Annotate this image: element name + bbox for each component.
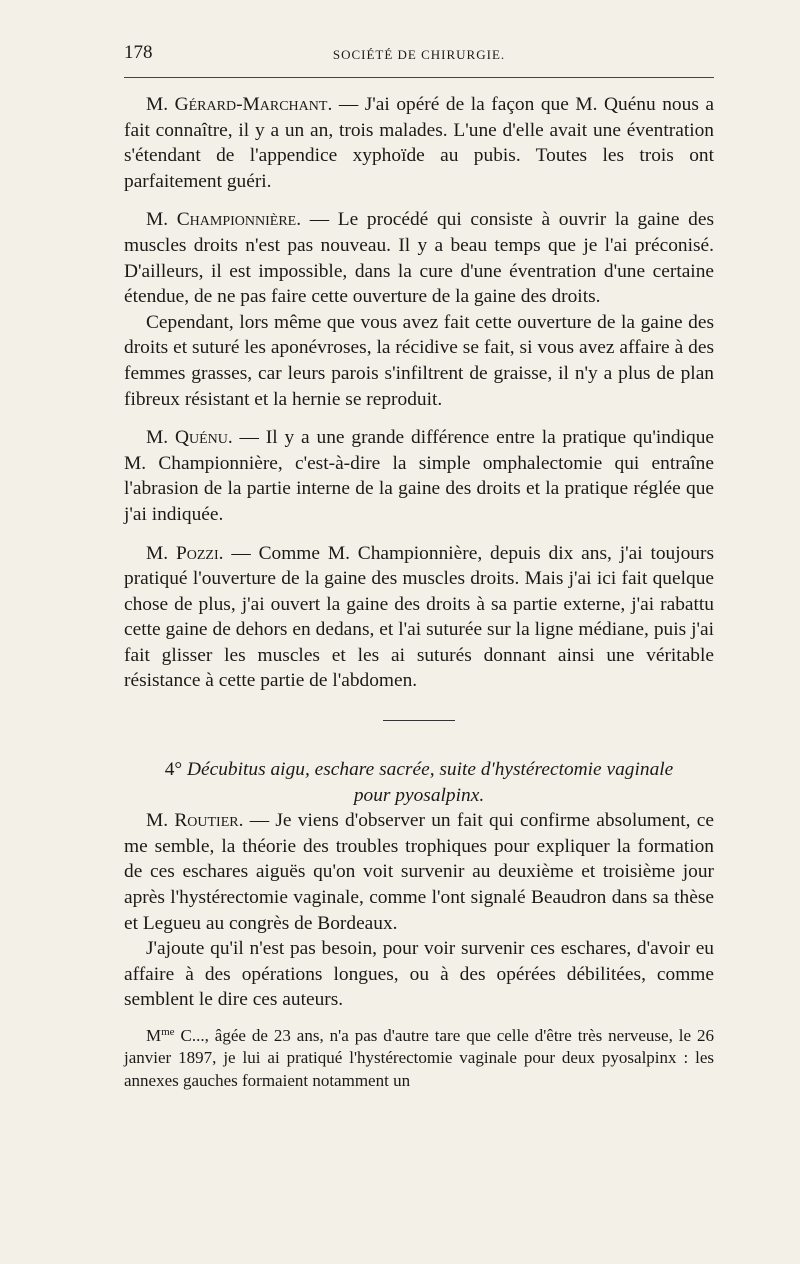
paragraph-text: — Il y a une grande différence entre la pratique qu'indique M. Championnière, c'est-à-dire la simple omphalectomie qui entraîne l'abrasion de la partie interne de la gaine des droits et la pratique réglée que j'ai indiquée. bbox=[124, 427, 714, 525]
paragraph-routier-cont bbox=[124, 936, 714, 1013]
section-number: 4° bbox=[164, 759, 183, 781]
paragraph-quenu bbox=[124, 425, 714, 527]
paragraph-text: — Je viens d'observer un fait qui confirme absolument, ce me semble, la théorie des troubles trophiques pour expliquer la formation de ces eschares aiguës qu'on voit survenir au deuxième et troisième jour après l'hystérectomie vaginale, comme l'ont signalé Beaudron dans sa thèse et Legueu au congrès de Bordeaux. bbox=[124, 810, 714, 934]
paragraph-championniere bbox=[124, 207, 714, 309]
header-rule bbox=[124, 77, 714, 78]
section-title-line2: pour pyosalpinx. bbox=[353, 784, 485, 806]
case-note bbox=[124, 1025, 714, 1092]
body-text bbox=[124, 92, 714, 1092]
paragraph-championniere-cont bbox=[124, 310, 714, 412]
running-head: SOCIÉTÉ DE CHIRURGIE. bbox=[332, 47, 506, 62]
paragraph-gerard-marchant bbox=[124, 92, 714, 194]
section-divider bbox=[383, 720, 455, 721]
paragraph-text: J'ajoute qu'il n'est pas besoin, pour voir survenir ces eschares, d'avoir eu affaire à des opérations longues, ou à des opérées débilitées, comme semblent le dire ces auteurs. bbox=[124, 938, 714, 1011]
case-text: C..., âgée de 23 ans, n'a pas d'autre tare que celle d'être très nerveuse, le 26 janvier 1897, je lui ai pratiqué l'hystérectomie vaginale pour deux pyosalpinx : les annexes gauches formaient notamment un bbox=[124, 1026, 714, 1090]
case-prefix-sup: me bbox=[161, 1026, 175, 1038]
speaker-name: M. Pozzi. bbox=[146, 542, 224, 564]
speaker-name: M. Quénu. bbox=[146, 427, 233, 449]
speaker-name: M. Routier. bbox=[146, 810, 244, 832]
speaker-name: M. Championnière. bbox=[146, 209, 302, 231]
case-prefix: M bbox=[146, 1026, 162, 1045]
paragraph-routier bbox=[124, 808, 714, 936]
page-header bbox=[124, 42, 714, 72]
speaker-name: M. Gérard-Marchant. bbox=[146, 94, 333, 115]
page-number: 178 bbox=[124, 42, 153, 63]
paragraph-pozzi bbox=[124, 541, 714, 695]
section-title-line1: Décubitus aigu, eschare sacrée, suite d'hystérectomie vaginale bbox=[187, 759, 674, 781]
paragraph-text: — Le procédé qui consiste à ouvrir la gaine des muscles droits n'est pas nouveau. Il y a beau temps que je l'ai préconisé. D'ailleurs, il est impossible, dans la cure d'une éventration d'une certaine étendue, de ne pas faire cette ouverture de la gaine des droits. bbox=[124, 209, 714, 308]
paragraph-text: Cependant, lors même que vous avez fait cette ouverture de la gaine des droits et suturé les aponévroses, la récidive se fait, si vous avez affaire à des femmes grasses, car leurs parois s'infiltrent de graisse, il n'y a plus de plan fibreux résistant et la hernie se reproduit. bbox=[124, 311, 714, 410]
paragraph-text: — J'ai opéré de la façon que M. Quénu nous a fait connaître, il y a un an, trois malades. L'une d'elle avait une éventration s'étendant de l'appendice xyphoïde au pubis. Toutes les trois ont parfaitement guéri. bbox=[124, 94, 715, 192]
section-title bbox=[124, 757, 714, 783]
paragraph-text: — Comme M. Championnière, depuis dix ans, j'ai toujours pratiqué l'ouverture de la gaine des muscles droits. Mais j'ai ici fait quelque chose de plus, j'ai ouvert la gaine des droits à sa partie externe, j'ai rabattu cette gaine de dehors en dedans, et l'ai suturée sur la ligne médiane, puis j'ai fait glisser les muscles et les ai suturés donnant ainsi une véritable résistance à cette partie de l'abdomen. bbox=[124, 542, 715, 692]
